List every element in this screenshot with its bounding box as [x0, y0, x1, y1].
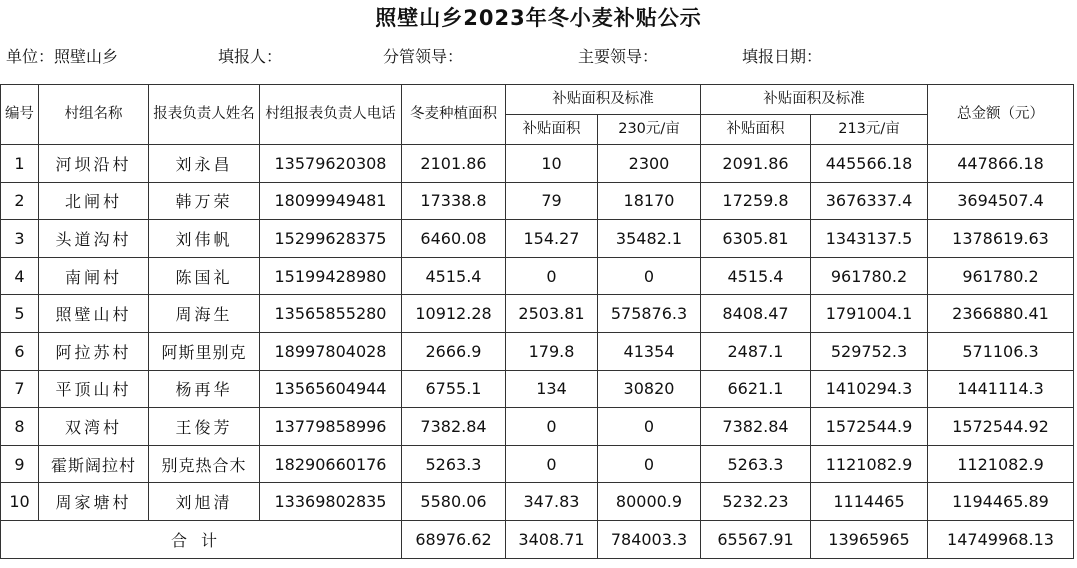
cell-village: 照壁山村 [39, 295, 149, 333]
cell-area: 5580.06 [402, 483, 506, 521]
cell-area: 2101.86 [402, 145, 506, 183]
cell-village: 周家塘村 [39, 483, 149, 521]
cell-area-213: 4515.4 [701, 257, 811, 295]
cell-person: 阿斯里别克 [149, 332, 260, 370]
table-row [1, 408, 1074, 446]
table-row [1, 295, 1074, 333]
cell-village: 北闸村 [39, 182, 149, 220]
cell-amount-213: 1114465 [811, 483, 928, 521]
sum-area: 68976.62 [402, 520, 506, 558]
cell-phone: 13565604944 [260, 370, 402, 408]
cell-area: 4515.4 [402, 257, 506, 295]
cell-total: 1378619.63 [928, 220, 1074, 258]
header-total: 总金额（元） [928, 85, 1074, 145]
cell-area-213: 17259.8 [701, 182, 811, 220]
cell-area-213: 2091.86 [701, 145, 811, 183]
sum-amount-230: 784003.3 [598, 520, 701, 558]
cell-phone: 13369802835 [260, 483, 402, 521]
header-village: 村组名称 [39, 85, 149, 145]
header-phone: 村组报表负责人电话 [260, 85, 402, 145]
table-row [1, 220, 1074, 258]
cell-no: 5 [1, 295, 39, 333]
cell-total: 2366880.41 [928, 295, 1074, 333]
cell-village: 河坝沿村 [39, 145, 149, 183]
cell-area-213: 5263.3 [701, 445, 811, 483]
cell-total: 1121082.9 [928, 445, 1074, 483]
cell-phone: 13565855280 [260, 295, 402, 333]
header-person: 报表负责人姓名 [149, 85, 260, 145]
cell-area: 2666.9 [402, 332, 506, 370]
cell-amount-230: 80000.9 [598, 483, 701, 521]
cell-area: 10912.28 [402, 295, 506, 333]
header-group-230: 补贴面积及标准 [506, 85, 701, 115]
page-title: 照壁山乡2023年冬小麦补贴公示 [375, 6, 702, 30]
table-row [1, 257, 1074, 295]
cell-village: 霍斯阔拉村 [39, 445, 149, 483]
cell-no: 6 [1, 332, 39, 370]
cell-amount-213: 1121082.9 [811, 445, 928, 483]
cell-village: 双湾村 [39, 408, 149, 446]
cell-area-213: 7382.84 [701, 408, 811, 446]
cell-no: 1 [1, 145, 39, 183]
cell-total: 961780.2 [928, 257, 1074, 295]
cell-area-230: 154.27 [506, 220, 598, 258]
cell-person: 韩万荣 [149, 182, 260, 220]
table-row [1, 145, 1074, 183]
cell-area-230: 179.8 [506, 332, 598, 370]
cell-area-230: 347.83 [506, 483, 598, 521]
cell-area: 5263.3 [402, 445, 506, 483]
cell-phone: 18290660176 [260, 445, 402, 483]
cell-amount-230: 0 [598, 257, 701, 295]
cell-amount-213: 1572544.9 [811, 408, 928, 446]
cell-area-230: 2503.81 [506, 295, 598, 333]
cell-area: 7382.84 [402, 408, 506, 446]
cell-area-230: 0 [506, 445, 598, 483]
cell-phone: 18099949481 [260, 182, 402, 220]
cell-person: 别克热合木 [149, 445, 260, 483]
cell-area: 17338.8 [402, 182, 506, 220]
cell-amount-213: 445566.18 [811, 145, 928, 183]
cell-person: 周海生 [149, 295, 260, 333]
cell-total: 1441114.3 [928, 370, 1074, 408]
cell-no: 7 [1, 370, 39, 408]
cell-area: 6460.08 [402, 220, 506, 258]
cell-phone: 13579620308 [260, 145, 402, 183]
cell-amount-230: 0 [598, 408, 701, 446]
cell-village: 平顶山村 [39, 370, 149, 408]
cell-amount-213: 961780.2 [811, 257, 928, 295]
cell-phone: 18997804028 [260, 332, 402, 370]
cell-person: 王俊芳 [149, 408, 260, 446]
header-rate-213: 213元/亩 [811, 115, 928, 145]
cell-no: 4 [1, 257, 39, 295]
sum-total: 14749968.13 [928, 520, 1074, 558]
cell-amount-230: 18170 [598, 182, 701, 220]
cell-amount-213: 1410294.3 [811, 370, 928, 408]
header-row-1 [1, 85, 1074, 115]
cell-person: 刘伟帆 [149, 220, 260, 258]
cell-no: 10 [1, 483, 39, 521]
cell-phone: 13779858996 [260, 408, 402, 446]
header-no: 编号 [1, 85, 39, 145]
cell-person: 刘永昌 [149, 145, 260, 183]
cell-area-230: 0 [506, 257, 598, 295]
table-row [1, 445, 1074, 483]
table-row [1, 182, 1074, 220]
cell-phone: 15199428980 [260, 257, 402, 295]
sum-label: 合计 [1, 520, 402, 558]
cell-amount-230: 0 [598, 445, 701, 483]
info-manager: 分管领导： [383, 47, 464, 66]
cell-person: 杨再华 [149, 370, 260, 408]
cell-amount-230: 2300 [598, 145, 701, 183]
cell-no: 9 [1, 445, 39, 483]
info-filler: 填报人： [218, 47, 283, 66]
info-date: 填报日期： [742, 47, 823, 66]
info-leader: 主要领导： [578, 47, 659, 66]
cell-area-230: 0 [506, 408, 598, 446]
cell-area-213: 8408.47 [701, 295, 811, 333]
cell-amount-230: 575876.3 [598, 295, 701, 333]
cell-phone: 15299628375 [260, 220, 402, 258]
cell-amount-213: 1343137.5 [811, 220, 928, 258]
cell-person: 刘旭清 [149, 483, 260, 521]
subsidy-table [0, 84, 1074, 559]
cell-total: 3694507.4 [928, 182, 1074, 220]
table-row [1, 370, 1074, 408]
cell-no: 8 [1, 408, 39, 446]
info-unit: 单位：照壁山乡 [6, 47, 119, 66]
cell-village: 南闸村 [39, 257, 149, 295]
cell-no: 2 [1, 182, 39, 220]
table-row [1, 483, 1074, 521]
cell-area-230: 10 [506, 145, 598, 183]
sum-area-213: 65567.91 [701, 520, 811, 558]
header-subsidy-area-1: 补贴面积 [506, 115, 598, 145]
cell-area-213: 6621.1 [701, 370, 811, 408]
cell-area: 6755.1 [402, 370, 506, 408]
cell-person: 陈国礼 [149, 257, 260, 295]
cell-amount-230: 30820 [598, 370, 701, 408]
cell-area-213: 2487.1 [701, 332, 811, 370]
cell-total: 1572544.92 [928, 408, 1074, 446]
cell-area-213: 6305.81 [701, 220, 811, 258]
cell-total: 1194465.89 [928, 483, 1074, 521]
cell-village: 头道沟村 [39, 220, 149, 258]
cell-area-213: 5232.23 [701, 483, 811, 521]
header-subsidy-area-2: 补贴面积 [701, 115, 811, 145]
sum-amount-213: 13965965 [811, 520, 928, 558]
sum-row [1, 520, 1074, 558]
header-rate-230: 230元/亩 [598, 115, 701, 145]
header-group-213: 补贴面积及标准 [701, 85, 928, 115]
cell-amount-230: 41354 [598, 332, 701, 370]
cell-amount-213: 1791004.1 [811, 295, 928, 333]
cell-total: 571106.3 [928, 332, 1074, 370]
cell-total: 447866.18 [928, 145, 1074, 183]
sum-area-230: 3408.71 [506, 520, 598, 558]
cell-area-230: 134 [506, 370, 598, 408]
cell-no: 3 [1, 220, 39, 258]
table-row [1, 332, 1074, 370]
cell-amount-213: 529752.3 [811, 332, 928, 370]
cell-amount-213: 3676337.4 [811, 182, 928, 220]
header-area: 冬麦种植面积 [402, 85, 506, 145]
cell-area-230: 79 [506, 182, 598, 220]
cell-village: 阿拉苏村 [39, 332, 149, 370]
cell-amount-230: 35482.1 [598, 220, 701, 258]
